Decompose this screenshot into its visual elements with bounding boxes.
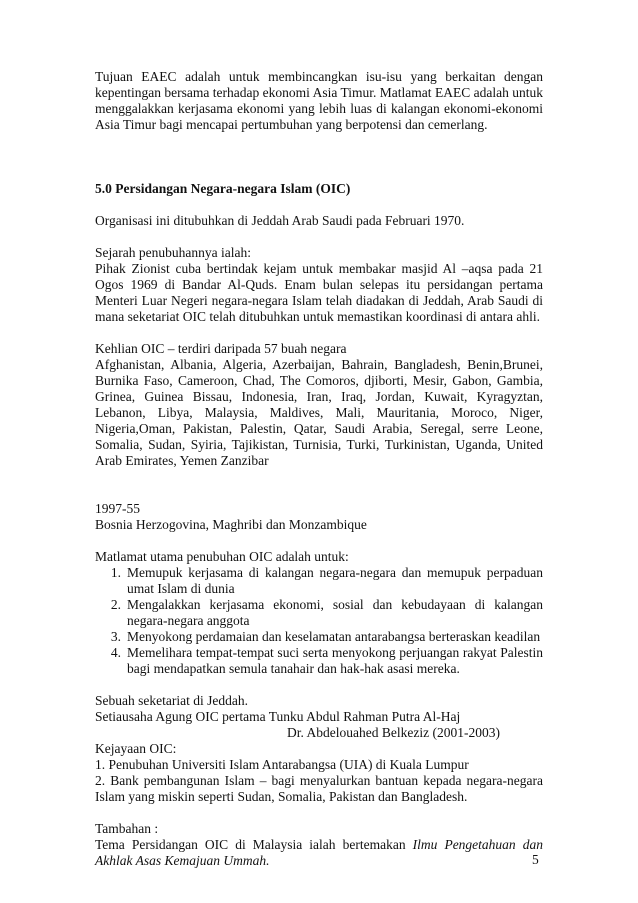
list-text: Mengalakkan kerjasama ekonomi, sosial dan kebudayaan di kalangan negara-negara anggota [127, 597, 543, 628]
list-item [95, 645, 543, 677]
kejayaan-item-1: 1. Penubuhan Universiti Islam Antarabangsa (UIA) di Kuala Lumpur [95, 757, 469, 772]
list-text: Menyokong perdamaian dan keselamatan antarabangsa berteraskan keadilan [127, 629, 541, 644]
list-text: Memelihara tempat-tempat suci serta menyokong perjuangan rakyat Palestin bagi mendapatkan semula tanahair dan hak-hak asasi mereka. [127, 645, 543, 676]
page-number: 5 [532, 852, 539, 867]
kejayaan-item-2: 2. Bank pembangunan Islam – bagi menyalurkan bantuan kepada negara-negara Islam yang miskin seperti Sudan, Somalia, Pakistan dan Bangladesh. [95, 773, 543, 804]
sejarah-label: Sejarah penubuhannya ialah: [95, 245, 251, 260]
sejarah-paragraph: Pihak Zionist cuba bertindak kejam untuk membakar masjid Al –aqsa pada 21 Ogos 1969 di Bandar Al-Quds. Enam bulan selepas itu persidangan pertama Menteri Luar Negeri negara-negara Islam telah diadakan di Jeddah, Arab Saudi di mana seketariat OIC telah ditubuhkan untuk memastikan koordinasi di antara ahli. [95, 261, 543, 324]
list-number: 2. [110, 597, 121, 612]
kejayaan-label: Kejayaan OIC: [95, 741, 177, 756]
section-heading: 5.0 Persidangan Negara-negara Islam (OIC) [95, 181, 351, 196]
member-countries: Afghanistan, Albania, Algeria, Azerbaijan, Bahrain, Bangladesh, Benin,Brunei, Burnika Faso, Cameroon, Chad, The Comoros, djiborti, Mesir, Gabon, Gambia, Grinea, Guinea Bissau, Indonesia, Iran, Iraq, Jordan, Kuwait, Kyragyztan, Lebanon, Libya, Malaysia, Maldives, Mali, Mauritania, Moroco, Niger, Nigeria,Oman, Pakistan, Palestin, Qatar, Saudi Arabia, Seregal, serre Leone, Somalia, Sudan, Syiria, Tajikistan, Turnisia, Turki, Turkinistan, Uganda, United Arab Emirates, Yemen Zanzibar [95, 357, 543, 468]
kehlian-label: Kehlian OIC – terdiri daripada 57 buah negara [95, 341, 347, 356]
setiausaha-line: Setiausaha Agung OIC pertama Tunku Abdul Rahman Putra Al-Haj [95, 709, 461, 724]
tambahan-prefix: Tema Persidangan OIC di Malaysia ialah bertemakan [95, 837, 413, 852]
list-number: 3. [110, 629, 121, 644]
list-item [95, 565, 543, 597]
matlamat-label: Matlamat utama penubuhan OIC adalah untuk: [95, 549, 349, 564]
list-number: 4. [110, 645, 121, 660]
tambahan-label: Tambahan : [95, 821, 159, 836]
list-item [95, 629, 543, 645]
goals-list [95, 565, 543, 677]
year-members: Bosnia Herzogovina, Maghribi dan Monzambique [95, 517, 367, 532]
eaec-paragraph: Tujuan EAEC adalah untuk membincangkan isu-isu yang berkaitan dengan kepentingan bersama terhadap ekonomi Asia Timur. Matlamat EAEC adalah untuk menggalakkan kerjasama ekonomi yang lebih luas di kalangan ekonomi-ekonomi Asia Timur bagi mencapai pertumbuhan yang berpotensi dan cemerlang. [95, 69, 543, 132]
list-number: 1. [110, 565, 121, 580]
year-label: 1997-55 [95, 501, 140, 516]
seketariat-line: Sebuah seketariat di Jeddah. [95, 693, 248, 708]
list-item [95, 597, 543, 629]
tambahan-theme: Ilmu Pengetahuan dan Akhlak Asas Kemajuan Ummah. [95, 837, 543, 868]
setiausaha-second-line: Dr. Abdelouahed Belkeziz (2001-2003) [287, 725, 500, 740]
organisasi-paragraph: Organisasi ini ditubuhkan di Jeddah Arab Saudi pada Februari 1970. [95, 213, 465, 228]
list-text: Memupuk kerjasama di kalangan negara-negara dan memupuk perpaduan umat Islam di dunia [127, 565, 543, 596]
tambahan-paragraph [95, 837, 543, 869]
page-content [95, 69, 543, 869]
